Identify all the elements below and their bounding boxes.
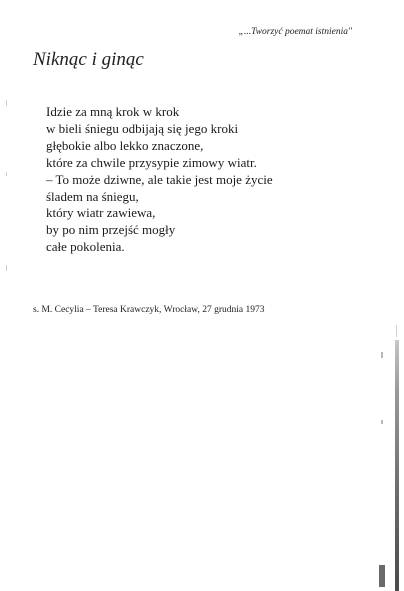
scan-edge-mark	[396, 325, 397, 337]
scan-edge-bar	[395, 340, 399, 591]
poem-title: Niknąc i ginąc	[33, 49, 144, 70]
scan-edge-mark	[6, 172, 7, 176]
scan-dot	[381, 352, 383, 358]
poem-line: by po nim przejść mogły	[46, 222, 176, 238]
running-header: „...Tworzyć poemat istnienia"	[238, 27, 352, 37]
scan-edge-block	[379, 565, 385, 587]
scan-edge-mark	[6, 265, 7, 271]
poem-line: całe pokolenia.	[46, 239, 125, 255]
attribution: s. M. Cecylia – Teresa Krawczyk, Wrocław, 27 grudnia 1973	[33, 305, 265, 315]
poem-body	[46, 104, 273, 256]
poem-line: Idzie za mną krok w krok	[46, 104, 180, 119]
poem-line: – To może dziwne, ale takie jest moje życie	[46, 171, 273, 187]
poem-line: w bieli śniegu odbijają się jego kroki	[46, 120, 239, 136]
scan-dot	[381, 420, 383, 424]
poem-line: śladem na śniegu,	[46, 188, 139, 204]
poem-line: które za chwile przysypie zimowy wiatr.	[46, 154, 257, 170]
poem-line: który wiatr zawiewa,	[46, 205, 156, 221]
poem-line: głębokie albo lekko znaczone,	[46, 137, 204, 153]
scan-edge-mark	[6, 100, 7, 106]
